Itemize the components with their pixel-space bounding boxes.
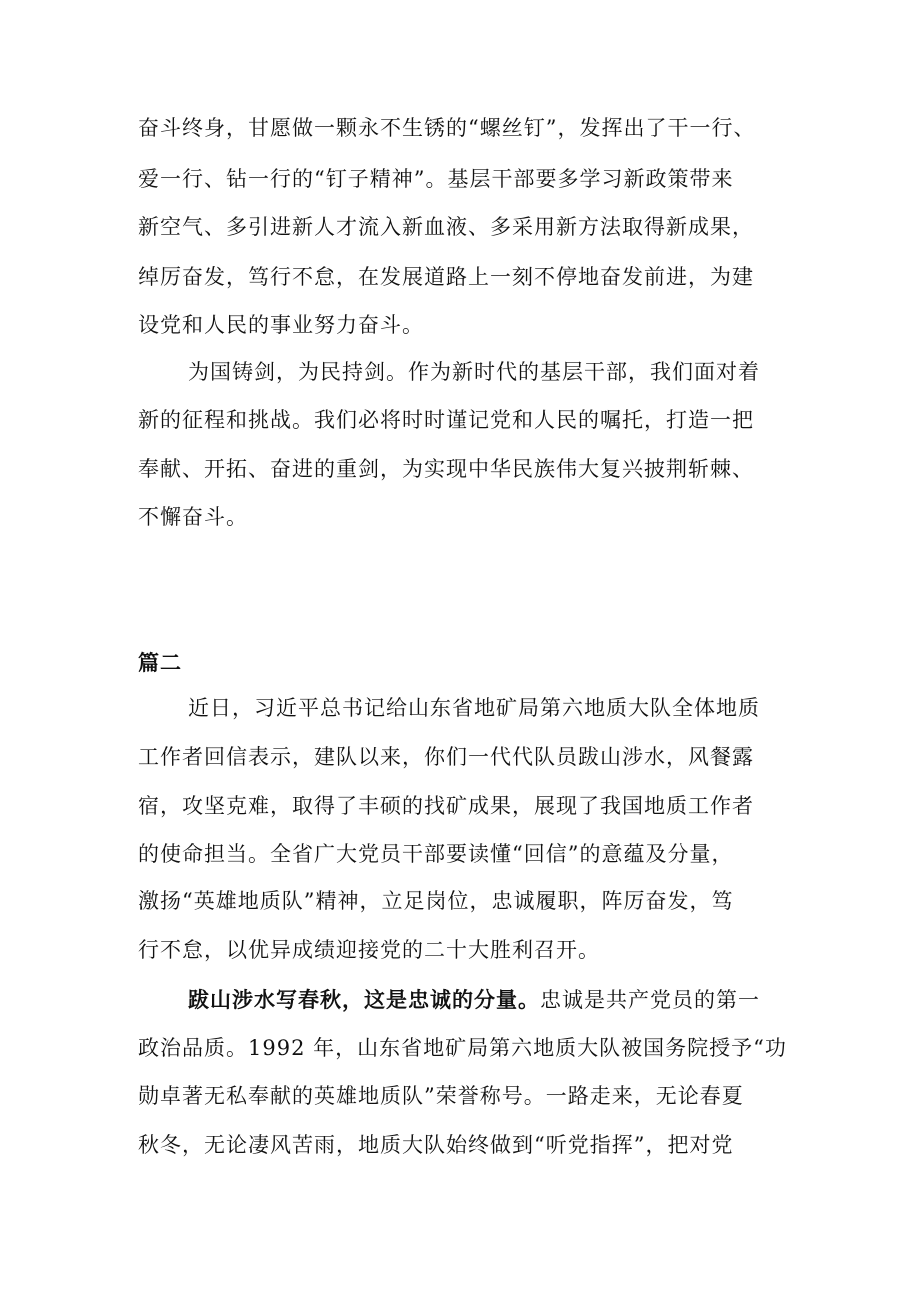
text-line: 工作者回信表示，建队以来，你们一代代队员跋山涉水，风餐露: [138, 745, 754, 769]
text-span: 忠诚是共产党员的第一: [540, 988, 760, 1012]
bold-lead-sentence: 跋山涉水写春秋，这是忠诚的分量。: [188, 987, 540, 1012]
text-line: 勋卓著无私奉献的英雄地质队”荣誉称号。一路走来，无论春夏: [138, 1084, 744, 1108]
text-line: 设党和人民的事业努力奋斗。: [138, 313, 424, 337]
text-line: 新空气、多引进新人才流入新血液、多采用新方法取得新成果，: [138, 215, 754, 239]
text-line: 奋斗终身，甘愿做一颗永不生锈的“螺丝钉”，发挥出了干一行、: [138, 116, 756, 140]
text-line: 爱一行、钻一行的“钉子精神”。基层干部要多学习新政策带来: [138, 167, 734, 191]
text-line: 不懈奋斗。: [138, 505, 248, 529]
paragraph-start: 近日，习近平总书记给山东省地矿局第六地质大队全体地质: [188, 696, 760, 720]
paragraph-start: 为国铸剑，为民持剑。作为新时代的基层干部，我们面对着: [188, 360, 760, 384]
text-line: 秋冬，无论凄风苦雨，地质大队始终做到“听党指挥”，把对党: [138, 1133, 734, 1157]
text-line: 新的征程和挑战。我们必将时时谨记党和人民的嘱托，打造一把: [138, 408, 754, 432]
text-line: 奉献、开拓、奋进的重剑，为实现中华民族伟大复兴披荆斩棘、: [138, 457, 754, 481]
text-line: 激扬“英雄地质队”精神，立足岗位，忠诚履职，阵厉奋发，笃: [138, 889, 734, 913]
text-line: 的使命担当。全省广大党员干部要读懂“回信”的意蕴及分量，: [138, 842, 734, 866]
text-line: 绰厉奋发，笃行不怠，在发展道路上一刻不停地奋发前进，为建: [138, 265, 754, 289]
text-line: 行不怠，以优异成绩迎接党的二十大胜利召开。: [138, 938, 600, 962]
paragraph-start: [188, 985, 760, 1015]
chapter-heading: 篇二: [138, 650, 182, 675]
text-line: 政治品质。1992 年，山东省地矿局第六地质大队被国务院授予“功: [138, 1036, 787, 1060]
text-line: 宿，攻坚克难，取得了丰硕的找矿成果，展现了我国地质工作者: [138, 794, 754, 818]
